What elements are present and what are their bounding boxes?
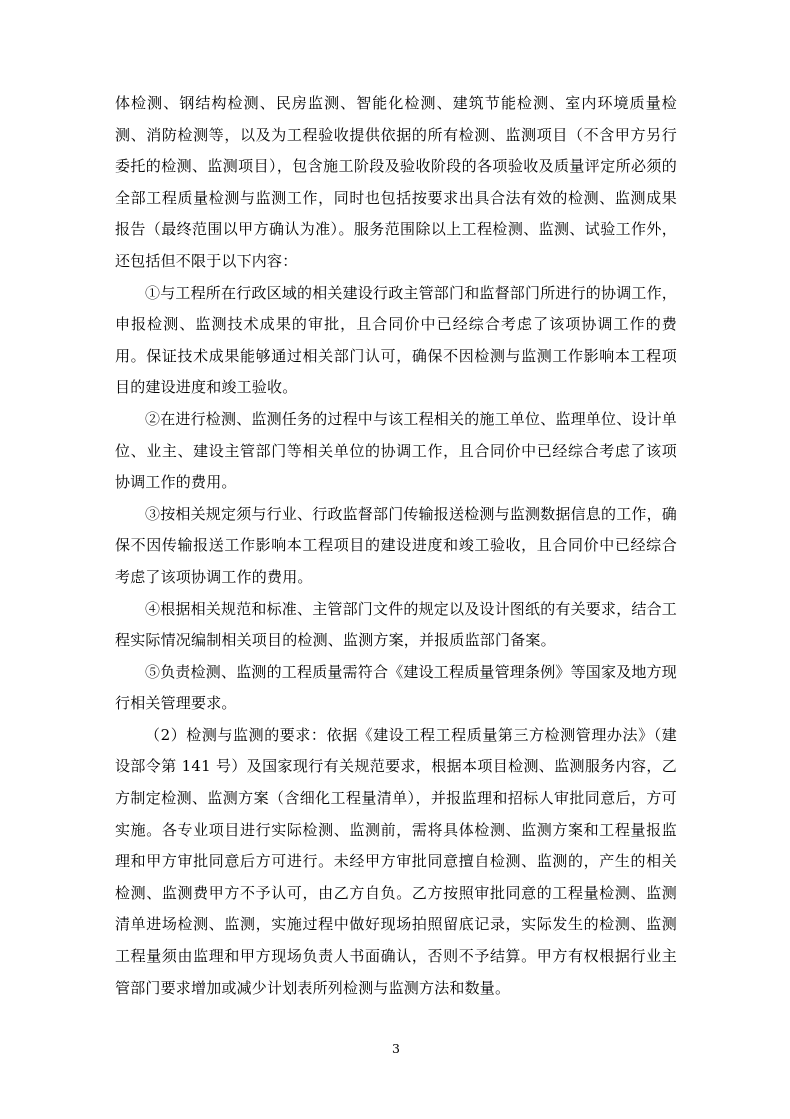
paragraph-item-1: ①与工程所在行政区域的相关建设行政主管部门和监督部门所进行的协调工作，申报检测、监测技术成果的审批，且合同价中已经综合考虑了该项协调工作的费用。保证技术成果能够通过相关部门认可，确保不因检测与监测工作影响本工程项目的建设进度和竣工验收。: [115, 283, 678, 397]
paragraph-item-3: ③按相关规定须与行业、行政监督部门传输报送检测与监测数据信息的工作，确保不因传输报送工作影响本工程项目的建设进度和竣工验收，且合同价中已经综合考虑了该项协调工作的费用。: [115, 504, 678, 586]
paragraph-continuation: 体检测、钢结构检测、民房监测、智能化检测、建筑节能检测、室内环境质量检测、消防检测等，以及为工程验收提供依据的所有检测、监测项目（不含甲方另行委托的检测、监测项目），包含施工阶段及验收阶段的各项验收及质量评定所必须的全部工程质量检测与监测工作，同时也包括按要求出具合法有效的检测、监测成果报告（最终范围以甲方确认为准）。服务范围除以上工程检测、监测、试验工作外，还包括但不限于以下内容：: [115, 94, 677, 270]
paragraph-item-2: ②在进行检测、监测任务的过程中与该工程相关的施工单位、监理单位、设计单位、业主、建设主管部门等相关单位的协调工作，且合同价中已经综合考虑了该项协调工作的费用。: [115, 409, 678, 492]
document-body: [115, 88, 677, 1004]
page-number: 3: [392, 1041, 400, 1056]
paragraph-item-5: ⑤负责检测、监测的工程质量需符合《建设工程质量管理条例》等国家及地方现行相关管理要求。: [115, 662, 678, 713]
paragraph-requirements: （2）检测与监测的要求：依据《建设工程工程质量第三方检测管理办法》（建设部令第 141 号）及国家现行有关规范要求，根据本项目检测、监测服务内容，乙方制定检测、监测方案（含细化工程量清单），并报监理和招标人审批同意后，方可实施。各专业项目进行实际检测、监测前，需将具体检测、监测方案和工程量报监理和甲方审批同意后方可进行。未经甲方审批同意擅自检测、监测的，产生的相关检测、监测费甲方不予认可，由乙方自负。乙方按照审批同意的工程量检测、监测清单进场检测、监测，实施过程中做好现场拍照留底记录，实际发生的检测、监测工程量须由监理和甲方现场负责人书面确认，否则不予结算。甲方有权根据行业主管部门要求增加或减少计划表所列检测与监测方法和数量。: [115, 725, 677, 997]
paragraph-item-4: ④根据相关规范和标准、主管部门文件的规定以及设计图纸的有关要求，结合工程实际情况编制相关项目的检测、监测方案，并报质监部门备案。: [115, 599, 678, 650]
page-footer: [115, 1038, 677, 1058]
